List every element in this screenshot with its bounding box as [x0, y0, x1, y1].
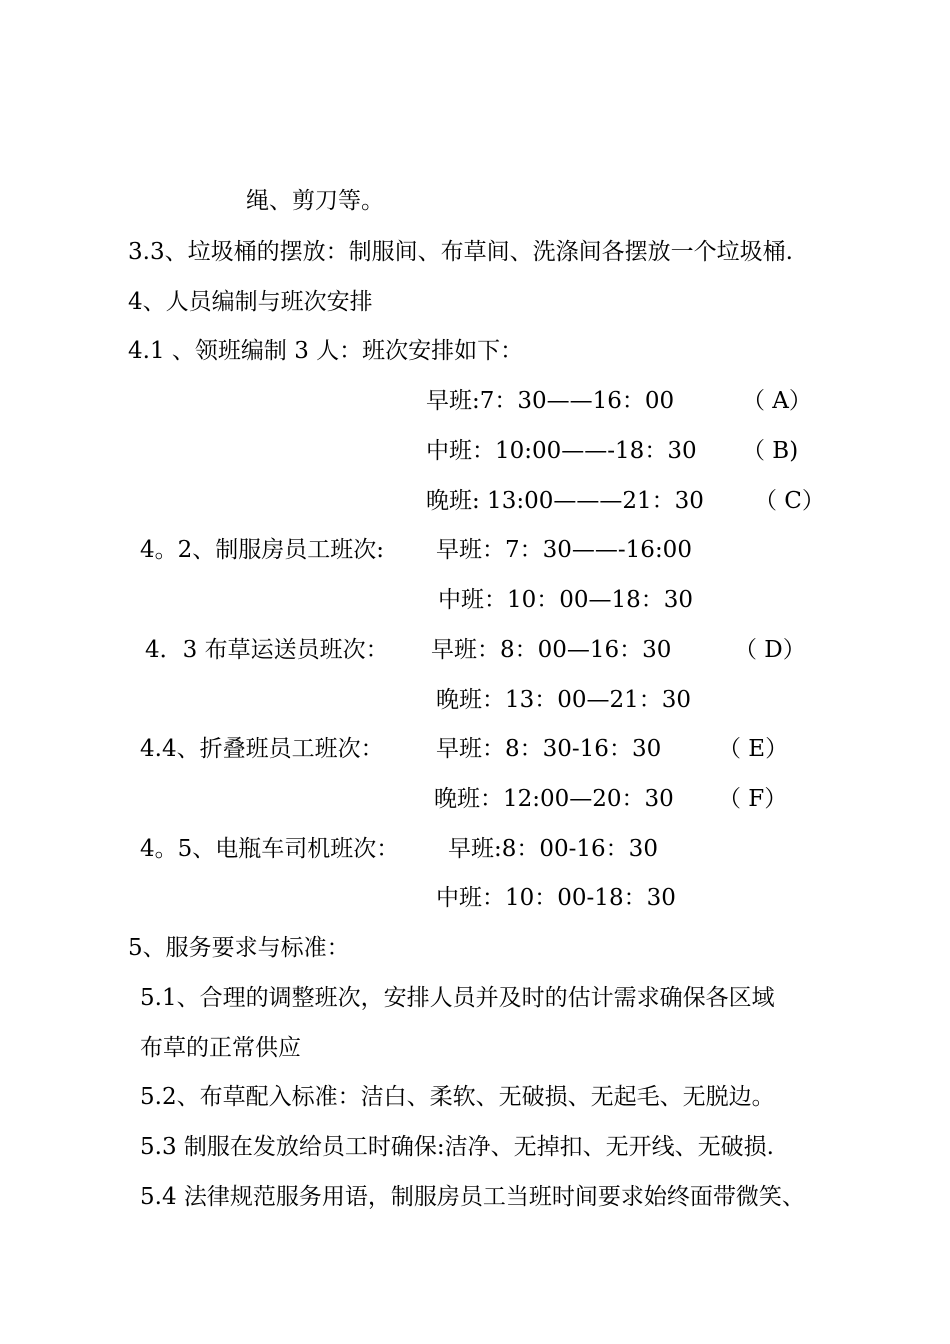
shift-code: （ E）: [718, 736, 789, 762]
shift-code: （ B): [742, 438, 799, 464]
section-5-4: 5.4 法律规范服务用语，制服房员工当班时间要求始终面带微笑、: [140, 1184, 805, 1210]
section-5-3: 5.3 制服在发放给员工时确保:洁净、无掉扣、无开线、无破损.: [140, 1134, 774, 1160]
section-4-2: 4。2、制服房员工班次:: [140, 537, 385, 563]
shift-time: 中班：10：00—18：30: [438, 587, 694, 613]
heading-5: 5、服务要求与标准：: [128, 935, 350, 961]
shift-time: 晚班：12:00—20：30: [434, 786, 674, 812]
shift-time: 晚班: 13:00———21：30: [426, 488, 704, 514]
section-4-5: 4。5、电瓶车司机班次：: [140, 836, 400, 862]
text-line: 绳、剪刀等。: [246, 188, 384, 214]
section-4-4: 4.4、折叠班员工班次：: [140, 736, 384, 762]
section-5-1: 5.1、合理的调整班次，安排人员并及时的估计需求确保各区域: [140, 985, 775, 1011]
shift-time: 晚班：13：00—21：30: [436, 687, 692, 713]
shift-time: 早班:7：30——16：00: [426, 388, 675, 414]
shift-time: 早班：8：00—16：30: [431, 637, 672, 663]
section-3-3: 3.3、垃圾桶的摆放：制服间、布草间、洗涤间各摆放一个垃圾桶.: [128, 239, 793, 265]
shift-time: 早班:8：00-16：30: [448, 836, 658, 862]
section-4-3: 4．3 布草运送员班次：: [145, 637, 389, 663]
shift-time: 早班：8：30-16：30: [436, 736, 662, 762]
section-5-2: 5.2、布草配入标准：洁白、柔软、无破损、无起毛、无脱边。: [140, 1084, 775, 1110]
heading-4: 4、人员编制与班次安排: [128, 289, 373, 315]
section-4-1: 4.1 、领班编制 3 人：班次安排如下：: [128, 338, 524, 364]
shift-code: （ D）: [734, 637, 806, 663]
section-5-1-cont: 布草的正常供应: [140, 1035, 301, 1061]
shift-code: （ F）: [718, 786, 788, 812]
shift-time: 中班：10:00——-18：30: [426, 438, 697, 464]
shift-time: 早班：7：30——-16:00: [436, 537, 692, 563]
shift-code: （ A）: [742, 388, 812, 414]
shift-code: （ C）: [754, 488, 825, 514]
shift-time: 中班：10：00-18：30: [436, 885, 676, 911]
